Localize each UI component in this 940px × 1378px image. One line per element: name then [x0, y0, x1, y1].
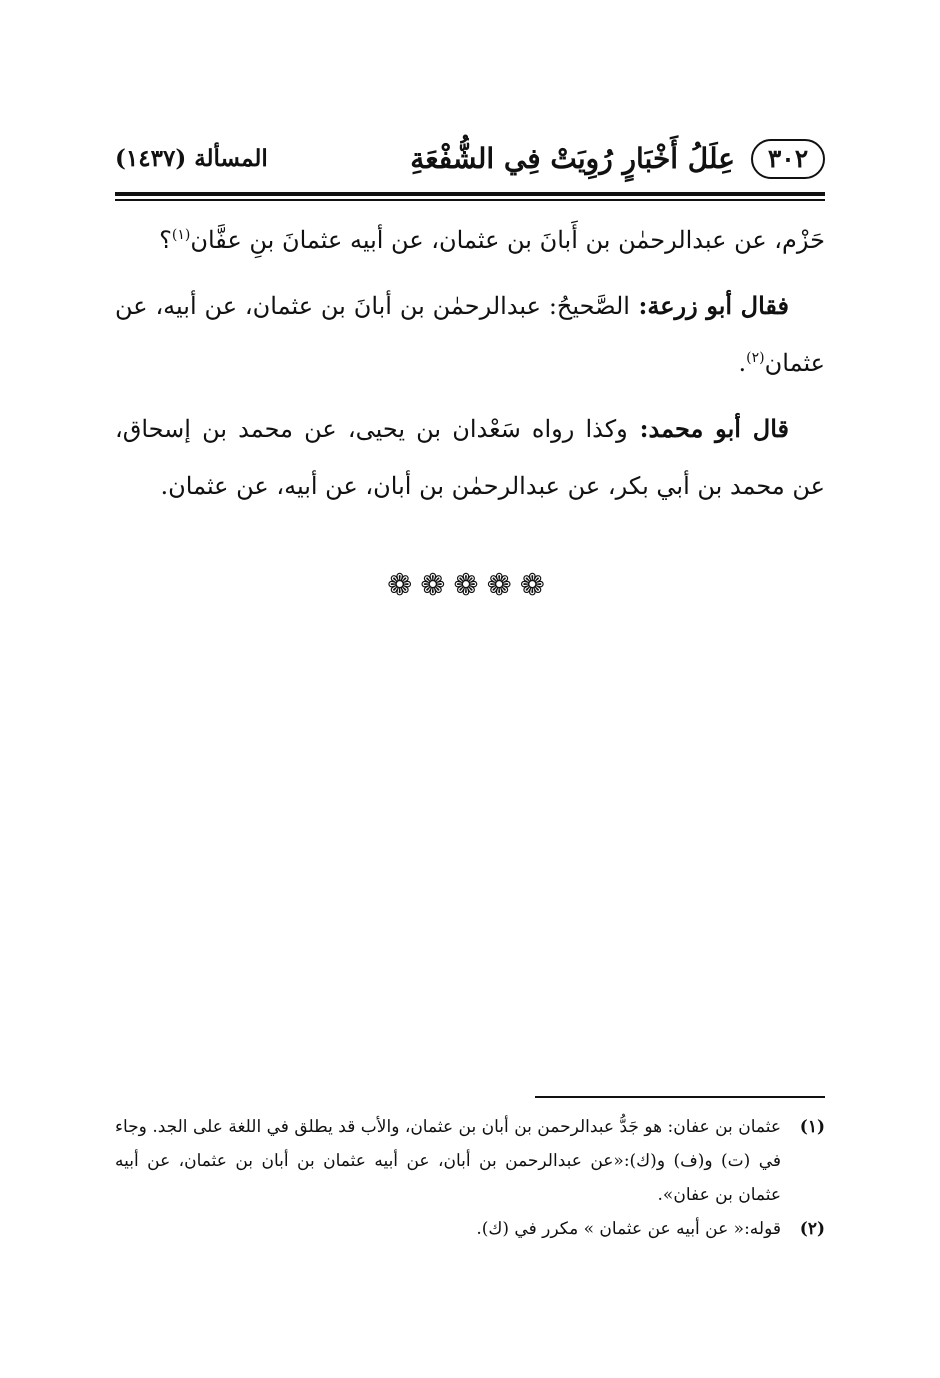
footnote-ref-2: (٢): [746, 350, 765, 366]
footnote-ref-1: (١): [171, 227, 191, 243]
paragraph-2-lead: فقال أبو زرعة:: [629, 291, 789, 320]
section-divider-ornaments: ❁❁❁❁❁: [387, 568, 553, 603]
footnotes: [115, 1110, 825, 1246]
book-title: عِلَلُ أَخْبَارٍ رُوِيَتْ فِي الشُّفْعَةِ: [410, 142, 735, 175]
footnote-1-number: (١): [799, 1117, 825, 1137]
paragraph-2: [115, 277, 825, 392]
paragraph-1-end: ؟: [159, 226, 172, 254]
page-header: [115, 135, 825, 183]
footnote-2-text: قوله:« عن أبيه عن عثمان » مكرر في (ك).: [476, 1219, 781, 1239]
paragraph-1: [115, 212, 825, 269]
paragraph-2-text: الصَّحيحُ: عبدالرحمٰن بن أبانَ بن عثمان، عن أبيه، عن عثمان: [115, 292, 825, 377]
page-number: ٣٠٢: [751, 139, 825, 179]
paragraph-1-text: حَزْم، عن عبدالرحمٰن بن أَبانَ بن عثمان، عن أبيه عثمانَ بنِ عفَّان: [190, 226, 825, 254]
footnote-2-number: (٢): [799, 1219, 825, 1239]
paragraph-2-end: .: [738, 349, 747, 377]
footnote-separator: [535, 1096, 825, 1098]
footnote-1: [115, 1110, 825, 1212]
footnote-1-text: عثمان بن عفان: هو جَدُّ عبدالرحمن بن أبان بن عثمان، والأب قد يطلق في اللغة على الجد. وجاء في (ت) و(ف) و(ك):«عن عبدالرحمن بن أبان، عن أبيه عثمان بن أبان بن عثمان، عن أبيه عثمان بن عفان».: [115, 1117, 781, 1205]
paragraph-3: [115, 400, 825, 515]
main-text: [115, 212, 825, 523]
footnote-2: [115, 1212, 825, 1246]
paragraph-3-text: وكذا رواه سَعْدان بن يحيى، عن محمد بن إسحاق، عن محمد بن أبي بكر، عن عبدالرحمٰن بن أبان، عن أبيه، عن عثمان.: [115, 415, 825, 500]
paragraph-3-lead: قال أبو محمد:: [627, 414, 790, 443]
header-rule-thin: [115, 199, 825, 201]
header-rule-thick: [115, 192, 825, 196]
issue-label: المسألة (١٤٣٧): [115, 145, 268, 172]
